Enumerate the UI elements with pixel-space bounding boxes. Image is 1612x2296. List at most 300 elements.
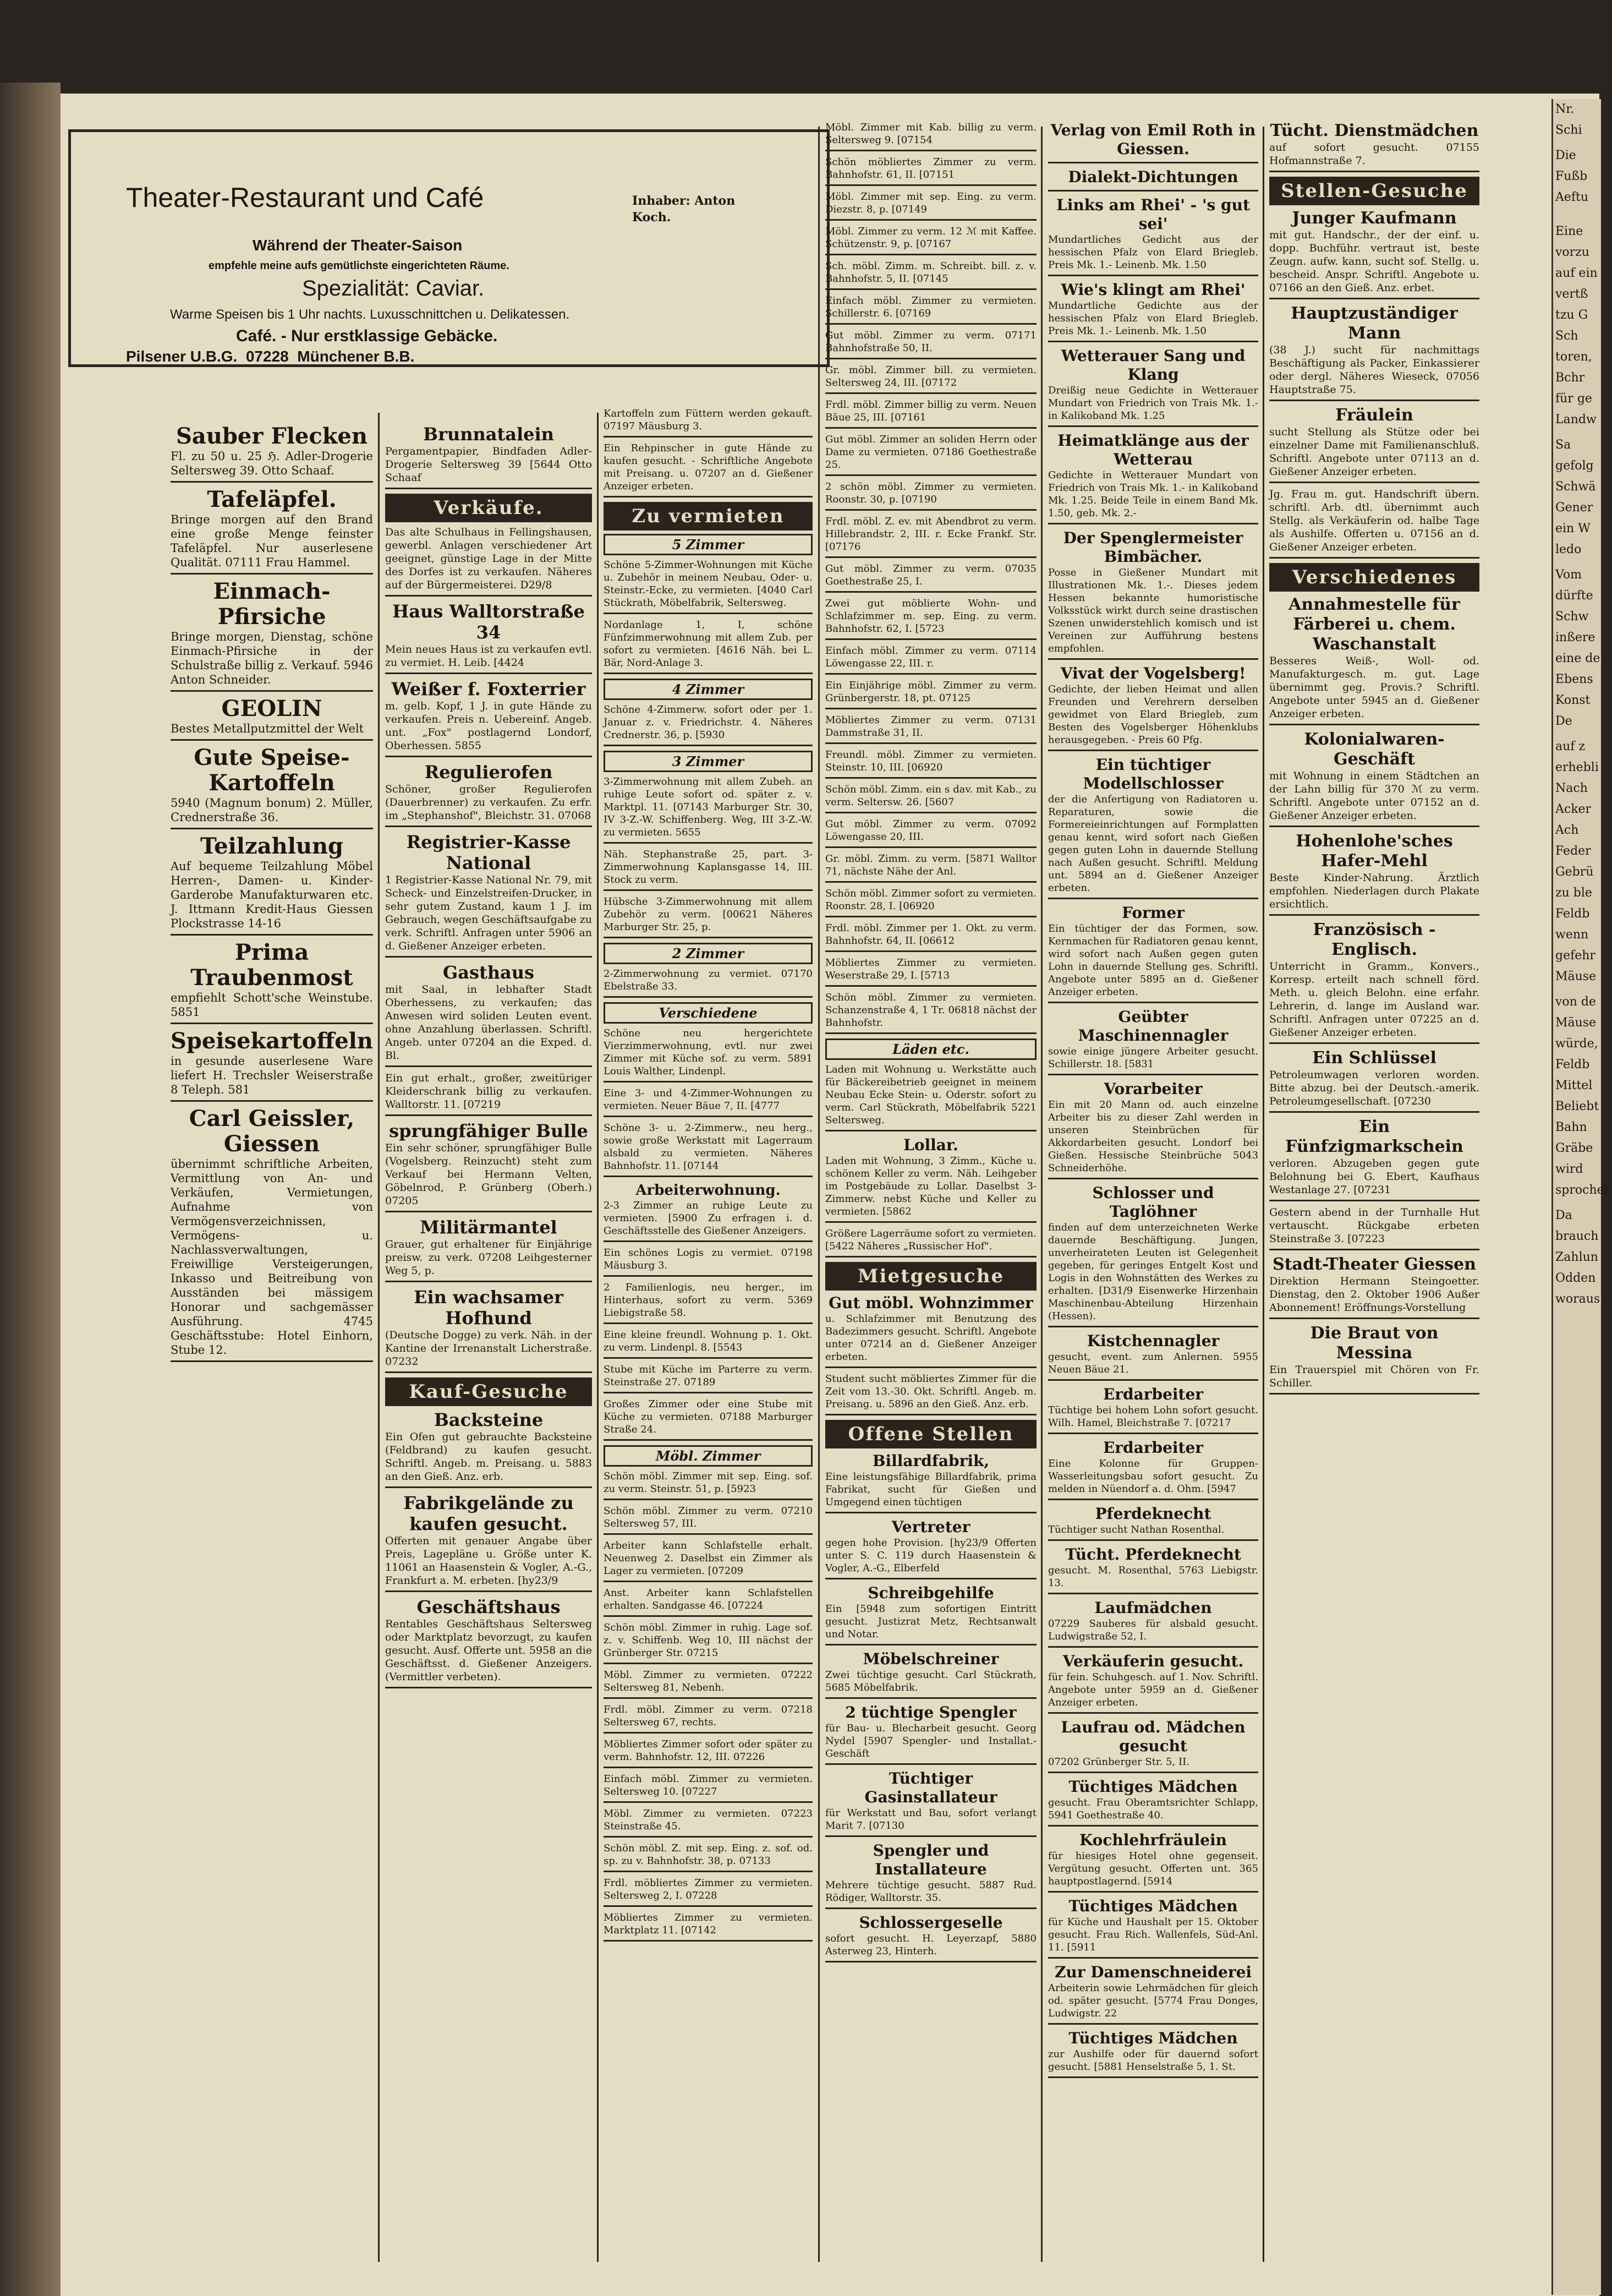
ad-divider xyxy=(1269,1249,1479,1250)
edge-text: vorzu xyxy=(1555,245,1589,259)
ad-divider xyxy=(1048,658,1258,660)
classified-ad xyxy=(604,848,813,891)
classified-ad xyxy=(825,714,1037,744)
classified-ad xyxy=(1048,2029,1258,2078)
classified-ad xyxy=(1269,1255,1479,1319)
section-header: Zu vermieten xyxy=(604,502,813,531)
rule-4 xyxy=(1041,127,1043,2262)
classified-ad xyxy=(1048,1505,1258,1541)
ad-headline: Spengler und Installateure xyxy=(873,1841,989,1878)
edge-text xyxy=(1553,217,1601,221)
ad-text: Fl. zu 50 u. 25 ℌ. Adler-Drogerie Seltersweg 39. Otto Schaaf. xyxy=(171,450,373,477)
ad-divider xyxy=(825,184,1037,186)
ad-headline: Lollar. xyxy=(903,1136,958,1154)
binding-edge xyxy=(0,83,61,2296)
ad-divider xyxy=(604,1767,813,1768)
classified-ad xyxy=(385,1493,592,1592)
classified-ad xyxy=(604,1087,813,1117)
edge-text: Aeftu xyxy=(1555,190,1589,204)
ad-text: Das alte Schulhaus in Fellingshausen, gewerbl. Anlagen verschiedener Art geeignet, günstige Lage in der Mitte des Dorfes ist zu verkaufen. Näheres auf der Bürgermeisterei. D29/8 xyxy=(385,526,592,591)
ad-text: Arbeiterin sowie Lehrmädchen für gleich od. später gesucht. [5774 Frau Donges, Ludwigstr. 22 xyxy=(1048,1982,1258,2019)
classified-ad xyxy=(385,601,592,674)
edge-text: Mäuse xyxy=(1555,970,1597,983)
ad-headline: Haus Walltorstraße 34 xyxy=(392,601,585,643)
classified-ad xyxy=(1048,1778,1258,1827)
ad-divider xyxy=(171,573,373,575)
ad-divider xyxy=(825,742,1037,744)
edge-text: Schwä xyxy=(1555,480,1596,494)
ad-text: Zwei gut möblierte Wohn- und Schlafzimmer m. sep. Eing. zu verm. Bahnhofstr. 62, I. [5723 xyxy=(825,598,1037,635)
ad-text: 3-Zimmerwohnung mit allem Zubeh. an ruhige Leute sofort od. später z. v. Marktpl. 11. [07143 Marburger Str. 30, IV 3-Z.-W. Schiffenberg. Weg, III 3-Z.-W. zu vermieten. 5655 xyxy=(604,776,813,838)
classified-ad xyxy=(1269,920,1479,1044)
classified-ad xyxy=(604,1281,813,1324)
ad-headline: Prima Traubenmost xyxy=(190,939,353,991)
ad-text: (Deutsche Dogge) zu verk. Näh. in der Kantine der Irrenanstalt Licherstraße. 07232 xyxy=(385,1329,592,1368)
ad-headline: Tüchtiges Mädchen xyxy=(1068,2029,1238,2047)
classified-ad xyxy=(1048,1008,1258,1075)
ad-text: Rentables Geschäftshaus Seltersweg oder Marktplatz bevorzugt, zu kaufen gesucht. Ausf. Offerte unt. 5958 an die Geschäftsst. d. Gießener Anzeigers. (Vermittler verbeten). xyxy=(385,1618,592,1683)
edge-text: Bchr xyxy=(1555,371,1585,385)
rule-2 xyxy=(597,413,599,2262)
edge-text: Feldb xyxy=(1555,1058,1590,1072)
edge-text: Gräbe xyxy=(1555,1141,1593,1155)
ad-text: Frdl. möbl. Zimmer billig zu verm. Neuen Bäue 25, III. [07161 xyxy=(825,399,1037,423)
classified-ad xyxy=(385,962,592,1067)
ad-divider xyxy=(385,1590,592,1592)
theater-season: Während der Theater-Saison xyxy=(253,237,463,254)
edge-text: gefehr xyxy=(1555,949,1595,963)
classified-ad xyxy=(1048,1439,1258,1500)
classified-ad xyxy=(604,1247,813,1277)
ad-headline: Einmach-Pfirsiche xyxy=(213,578,331,630)
edge-text: auf ein xyxy=(1555,266,1598,280)
ad-divider xyxy=(1048,162,1258,163)
ad-text: Stube mit Küche im Parterre zu verm. Steinstraße 27. 07189 xyxy=(604,1364,813,1388)
classified-ad xyxy=(825,887,1037,917)
ad-text: Einfach möbl. Zimmer zu verm. 07114 Löwengasse 22, III. r. xyxy=(825,645,1037,669)
classified-ad xyxy=(604,1398,813,1441)
ad-text: Möbliertes Zimmer zu verm. 07131 Dammstraße 31, II. xyxy=(825,714,1037,739)
ad-divider xyxy=(1048,523,1258,524)
ad-text: Schön möbl. Z. mit sep. Eing. z. sof. od. sp. zu v. Bahnhofstr. 38, p. 07133 xyxy=(604,1843,813,1867)
classified-ad xyxy=(825,1703,1037,1765)
ad-text: Ein gut erhalt., großer, zweitüriger Kleiderschrank billig zu verkaufen. Walltorstr. 11. [07219 xyxy=(385,1072,592,1111)
ad-divider xyxy=(1269,914,1479,916)
classified-ad xyxy=(1048,1545,1258,1594)
ad-headline: Schreibgehilfe xyxy=(868,1584,994,1602)
ad-headline: Tücht. Dienstmädchen xyxy=(1270,121,1479,140)
ad-divider xyxy=(171,934,373,936)
classified-ad xyxy=(604,559,813,614)
ad-divider xyxy=(385,756,592,757)
ad-divider xyxy=(825,1130,1037,1131)
edge-text: für ge xyxy=(1555,392,1592,406)
classified-ad xyxy=(1048,1599,1258,1648)
ad-text: Beste Kinder-Nahrung. Ärztlich empfohlen. Niederlagen durch Plakate ersichtlich. xyxy=(1269,872,1479,910)
theater-ad xyxy=(68,129,830,367)
edge-text xyxy=(1553,560,1601,565)
ad-text: Näh. Stephanstraße 25, part. 3-Zimmerwohnung Kaplansgasse 14, III. Stock zu verm. xyxy=(604,849,813,885)
ad-text: Frdl. möbl. Z. ev. mit Abendbrot zu verm. Hillebrandstr. 2, III. r. Ecke Frankf. Str. [07176 xyxy=(825,516,1037,553)
ad-text: 5940 (Magnum bonum) 2. Müller, Crednerstraße 36. xyxy=(171,796,373,824)
ad-headline: Verkäuferin gesucht. xyxy=(1062,1652,1244,1670)
edge-text xyxy=(1553,1323,1601,1327)
classified-ad xyxy=(1048,1332,1258,1381)
ad-headline: Weißer f. Foxterrier xyxy=(391,679,586,699)
ad-divider xyxy=(1048,750,1258,751)
ad-text: Laden mit Wohnung u. Werkstätte auch für Bäckereibetrieb geeignet in meinem Neubau Ecke Stein- u. Oderstr. sofort zu verm. Carl Stückrath, Möbelfabrik 5221 Seltersweg. xyxy=(825,1064,1037,1126)
ad-headline: Regulierofen xyxy=(424,762,553,783)
classified-ad xyxy=(604,775,813,844)
ad-headline: Registrier-Kasse National xyxy=(406,832,571,873)
column-2 xyxy=(385,424,592,2262)
classified-ad xyxy=(171,696,373,741)
ad-divider xyxy=(385,1687,592,1688)
classified-ad xyxy=(1269,1117,1479,1201)
ad-text: Gedichte in Wetterauer Mundart von Friedrich von Trais Mk. 1.- in Kalikoband Mk. 1.25. Beide Teile in einem Band Mk. 1.50, geb. Mk. 2.- xyxy=(1048,469,1258,519)
ad-divider xyxy=(825,1032,1037,1034)
classified-ad xyxy=(825,433,1037,476)
classified-ad xyxy=(604,1122,813,1177)
ad-headline: Fräulein xyxy=(1335,406,1413,425)
ad-text: für fein. Schuhgesch. auf 1. Nov. Schriftl. Angebote unter 5959 an d. Gießener Anzeiger erbeten. xyxy=(1048,1671,1258,1708)
ad-text: Ein tüchtiger der das Formen, sow. Kernmachen für Radiatoren genau kennt, wird sofort nach Außen gegen guten Lohn in dauernde Stellung ges. Schriftl. Angebote unter 5895 an d. Gießener Anzeiger erbeten. xyxy=(1048,923,1258,998)
classified-ad xyxy=(604,1877,813,1907)
classified-ad xyxy=(604,1621,813,1664)
ad-divider xyxy=(1269,298,1479,299)
ad-divider xyxy=(385,956,592,958)
ad-text: Jg. Frau m. gut. Handschrift übern. schriftl. Arb. dtl. übernimmt auch Stellg. als Verkäuferin od. halbe Tage als Aushilfe. Offerten u. 07156 an d. Gießener Anzeiger erbeten. xyxy=(1269,488,1479,553)
ad-headline: Tücht. Pferdeknecht xyxy=(1065,1545,1241,1564)
classified-ad xyxy=(825,1227,1037,1258)
classified-ad xyxy=(604,1738,813,1768)
ad-divider xyxy=(1048,898,1258,899)
section-header: Verkäufe. xyxy=(385,494,592,522)
ad-divider xyxy=(604,1732,813,1734)
ad-text: Zwei tüchtige gesucht. Carl Stückrath, 5685 Möbelfabrik. xyxy=(825,1669,1037,1693)
ad-headline: Erdarbeiter xyxy=(1103,1385,1204,1403)
classified-ad xyxy=(604,1587,813,1617)
classified-ad xyxy=(825,156,1037,186)
ad-text: mit gut. Handschr., der der einf. u. dopp. Buchführ. vertraut ist, beste Zeugn. aufw. kann, sucht sof. Stellg. u. bescheid. Anspr. Schriftl. Angebote u. 07166 an den Gieß. Anz. erbet. xyxy=(1269,229,1479,294)
subsection-header: Verschiedene xyxy=(604,1002,813,1024)
ad-headline: Kochlehrfräulein xyxy=(1079,1831,1227,1849)
ad-divider xyxy=(385,673,592,674)
ad-text: Anst. Arbeiter kann Schlafstellen erhalten. Sandgasse 46. [07224 xyxy=(604,1587,813,1611)
ad-text: gesucht. Frau Oberamtsrichter Schlapp, 5941 Goethestraße 40. xyxy=(1048,1797,1258,1821)
ad-divider xyxy=(825,1763,1037,1765)
classified-ad xyxy=(604,407,813,438)
ad-divider xyxy=(825,673,1037,675)
classified-ad xyxy=(171,424,373,483)
edge-text: Beliebt xyxy=(1555,1100,1599,1113)
subsection-header: Läden etc. xyxy=(825,1038,1037,1060)
ad-headline: Vertreter xyxy=(891,1518,971,1536)
ad-text: Freundl. möbl. Zimmer zu vermieten. Steinstr. 10, III. [06920 xyxy=(825,749,1037,773)
edge-text: Schi xyxy=(1555,123,1582,137)
classified-ad xyxy=(825,991,1037,1034)
classified-ad xyxy=(604,1505,813,1535)
edge-text: brauch xyxy=(1555,1229,1599,1243)
edge-text xyxy=(1553,732,1601,736)
ad-text: 07202 Grünberger Str. 5, II. xyxy=(1048,1756,1189,1768)
subsection-header: 4 Zimmer xyxy=(604,679,813,700)
section-header: Kauf-Gesuche xyxy=(385,1377,592,1406)
ad-headline: Dialekt-Dichtungen xyxy=(1068,168,1238,186)
theater-owner: Inhaber: Anton Koch. xyxy=(632,194,736,225)
classified-ad xyxy=(1269,832,1479,916)
classified-ad xyxy=(385,1217,592,1282)
ad-text: Posse in Gießener Mundart mit Illustrationen Mk. 1.-. Dieses jedem Hessen bekannte humoristische Volksstück wirkt durch seine drastischen Szenen unwiderstehlich komisch und ist Vereinen zur Aufführung bestens empfohlen. xyxy=(1048,567,1258,654)
classified-ad xyxy=(825,922,1037,952)
edge-text: Feldb xyxy=(1555,907,1590,921)
ad-divider xyxy=(1048,1772,1258,1773)
ad-text: Gut möbl. Zimmer zu verm. 07171 Bahnhofstraße 50, II. xyxy=(825,330,1037,354)
ad-divider xyxy=(171,1100,373,1102)
rule-5 xyxy=(1263,127,1264,2262)
ad-text: Ein Einjährige möbl. Zimmer zu verm. Grünbergerstr. 18, pt. 07125 xyxy=(825,680,1037,704)
classified-ad xyxy=(385,679,592,757)
ad-divider xyxy=(1048,190,1258,192)
ad-headline: Tafeläpfel. xyxy=(207,486,337,512)
classified-ad xyxy=(1048,1385,1258,1434)
ad-text: m. gelb. Kopf, 1 J. in gute Hände zu verkaufen. Preis n. Uebereinf. Angeb. unt. „Fox" postlagernd Londorf, Oberhessen. 5855 xyxy=(385,700,592,752)
edge-text: Nach xyxy=(1555,781,1588,795)
ad-divider xyxy=(604,1663,813,1664)
ad-divider xyxy=(825,219,1037,221)
ad-divider xyxy=(604,1240,813,1242)
ad-divider xyxy=(1048,425,1258,427)
ad-divider xyxy=(825,638,1037,640)
ad-divider xyxy=(1269,482,1479,483)
edge-text xyxy=(1553,1314,1601,1319)
classified-ad xyxy=(825,562,1037,593)
classified-ad xyxy=(825,597,1037,640)
ad-headline: Kistchennagler xyxy=(1087,1332,1220,1350)
ad-text: Schön möbl. Zimmer zu vermieten. Schanzenstraße 4, 1 Tr. 06818 nächst der Bahnhofstr. xyxy=(825,992,1037,1029)
edge-text: Mäuse xyxy=(1555,1016,1597,1030)
ad-text: für Bau- u. Blecharbeit gesucht. Georg Nydel [5907 Spengler- und Installat.-Geschäft xyxy=(825,1723,1037,1759)
classified-ad xyxy=(1269,1324,1479,1395)
ad-text: Möbliertes Zimmer zu vermieten. Marktplatz 11. [07142 xyxy=(604,1912,813,1936)
ad-headline: Wie's klingt am Rhei' xyxy=(1061,281,1246,299)
ad-text: 1 Registrier-Kasse National Nr. 79, mit Scheck- und Einzelstreifen-Drucker, in sehr gutem Zustand, kaum 1 J. im Gebrauch, wegen Geschäftsaufgabe zu verk. Schriftl. Anfragen unter 5906 an d. Gießener Anzeiger erbeten. xyxy=(385,874,592,952)
classified-ad xyxy=(825,225,1037,255)
edge-text: würde, xyxy=(1555,1037,1598,1051)
ad-text: Gut möbl. Zimmer zu verm. 07035 Goethestraße 25, I. xyxy=(825,563,1037,587)
ad-headline: Gut möbl. Wohnzimmer xyxy=(829,1294,1033,1312)
ad-text: mit Wohnung in einem Städtchen an der Lahn billig für 370 ℳ zu verm. Schriftl. Angebote unter 07152 an d. Gießener Anzeiger erbeten. xyxy=(1269,770,1479,822)
ad-divider xyxy=(604,1615,813,1617)
classified-ad xyxy=(1269,304,1479,401)
classified-ad xyxy=(385,1287,592,1373)
classified-ad xyxy=(825,1518,1037,1579)
classified-ad xyxy=(1269,488,1479,559)
classified-ad xyxy=(1048,904,1258,1003)
classified-ad xyxy=(825,852,1037,883)
edge-text: Konst xyxy=(1555,693,1591,707)
edge-text: gefolg xyxy=(1555,459,1594,473)
ad-headline: Wetterauer Sang und Klang xyxy=(1061,347,1246,384)
ad-headline: Erdarbeiter xyxy=(1103,1439,1204,1457)
ad-headline: 2 tüchtige Spengler xyxy=(845,1703,1017,1721)
ad-text: 2 schön möbl. Zimmer zu vermieten. Roonstr. 30, p. [07190 xyxy=(825,481,1037,505)
ad-divider xyxy=(825,846,1037,848)
ad-divider xyxy=(825,1366,1037,1368)
classified-ad xyxy=(604,1842,813,1872)
section-header: Mietgesuche xyxy=(825,1262,1037,1291)
edge-text: toren, xyxy=(1555,350,1592,364)
ad-text: Tüchtiger sucht Nathan Rosenthal. xyxy=(1048,1524,1225,1535)
classified-ad xyxy=(825,1136,1037,1223)
classified-ad xyxy=(385,1409,592,1488)
ad-divider xyxy=(825,916,1037,917)
ad-headline: Der Spenglermeister Bimbächer. xyxy=(1063,529,1243,566)
ad-headline: Heimatklänge aus der Wetterau xyxy=(1057,431,1249,468)
ad-text: Gr. möbl. Zimm. zu verm. [5871 Walltor 71, nächste Nähe der Anl. xyxy=(825,853,1037,877)
section-header: Offene Stellen xyxy=(825,1420,1037,1448)
edge-text xyxy=(1553,208,1601,212)
column-1 xyxy=(171,424,373,2262)
classified-ad xyxy=(825,956,1037,987)
column-6 xyxy=(1269,121,1479,2262)
ad-divider xyxy=(825,427,1037,429)
section-header: Verschiedenes xyxy=(1269,563,1479,592)
edge-text: Bahn xyxy=(1555,1120,1587,1134)
edge-text: Die xyxy=(1555,149,1576,162)
ad-headline: Ein wachsamer Hofhund xyxy=(414,1287,563,1329)
edge-text xyxy=(1553,1310,1601,1314)
ad-divider xyxy=(1048,275,1258,276)
theater-warm: Warme Speisen bis 1 Uhr nachts. Luxusschnittchen u. Delikatessen. xyxy=(170,307,570,322)
edge-text: Zahlun xyxy=(1555,1250,1598,1264)
ad-divider xyxy=(825,323,1037,325)
classified-ad xyxy=(604,967,813,998)
classified-ad xyxy=(1048,431,1258,524)
ad-headline: sprungfähiger Bulle xyxy=(389,1120,588,1141)
ad-divider xyxy=(825,150,1037,151)
ad-divider xyxy=(171,828,373,829)
ad-divider xyxy=(825,708,1037,709)
edge-text: auf z xyxy=(1555,740,1586,753)
ad-text: Mundartliches Gedicht aus der hessischen Pfalz von Elard Briegleb. Preis Mk. 1.- Leinenb. Mk. 1.50 xyxy=(1048,234,1258,271)
ad-text: Besseres Weiß-, Woll- od. Manufakturgesch. m. gut. Lage übernimmt geg. Provis.? Schriftl. Angebote unter 5945 an d. Gießener Anzeiger erbeten. xyxy=(1269,655,1479,720)
ad-divider xyxy=(604,1392,813,1393)
classified-ad xyxy=(385,1597,592,1688)
edge-text: Nr. xyxy=(1555,102,1575,116)
classified-ad xyxy=(825,480,1037,511)
ad-headline: Schlosser und Taglöhner xyxy=(1092,1184,1214,1221)
ad-text: Arbeiter kann Schlafstelle erhalt. Neuenweg 2. Daselbst ein Zimmer als Lager zu vermieten. [07209 xyxy=(604,1540,813,1577)
theater-title: Theater-Restaurant und Café xyxy=(126,182,484,213)
edge-text: Odden xyxy=(1555,1271,1596,1285)
ad-text: Gedichte, der lieben Heimat und allen Freunden und Verehrern derselben gewidmet von Elard Briegleb, zum Besten des Vogelsberger Höhenklubs herausgegeben. - Preis 60 Pfg. xyxy=(1048,684,1258,746)
classified-ad xyxy=(604,1773,813,1803)
ad-headline: Hohenlohe'sches Hafer-Mehl xyxy=(1296,832,1453,871)
ad-divider xyxy=(1269,1200,1479,1201)
classified-ad xyxy=(604,1703,813,1734)
ad-divider xyxy=(825,1221,1037,1223)
ad-divider xyxy=(604,436,813,438)
edge-text: Sa xyxy=(1555,438,1571,452)
classified-ad xyxy=(171,1106,373,1362)
ad-text: Auf bequeme Teilzahlung Möbel Herren-, Damen- u. Kinder-Garderobe Manufakturwaren etc. J. Ittmann Kredit-Haus Giessen Plockstrasse 14-16 xyxy=(171,860,373,930)
classified-ad xyxy=(825,644,1037,675)
ad-divider xyxy=(1048,1499,1258,1500)
ad-text: Grauer, gut erhaltener für Einjährige preisw. zu verk. 07208 Leihgesterner Weg 5, p. xyxy=(385,1238,592,1277)
edge-text: wird xyxy=(1555,1162,1583,1176)
classified-ad xyxy=(1269,121,1479,172)
ad-divider xyxy=(825,812,1037,813)
edge-text xyxy=(1553,141,1601,145)
ad-text: Ein Trauerspiel mit Chören von Fr. Schiller. xyxy=(1269,1364,1479,1389)
ad-divider xyxy=(825,1961,1037,1962)
ad-text: Einfach möbl. Zimmer zu vermieten. Seltersweg 10. [07227 xyxy=(604,1773,813,1797)
ad-divider xyxy=(385,1281,592,1282)
ad-text: gegen hohe Provision. [hy23/9 Offerten unter S. C. 119 durch Haasenstein & Vogler, A.-G., Elberfeld xyxy=(825,1537,1037,1574)
ad-divider xyxy=(825,1414,1037,1415)
ad-divider xyxy=(604,1533,813,1535)
edge-text: Landw xyxy=(1555,413,1597,427)
classified-ad xyxy=(604,1027,813,1083)
ad-divider xyxy=(604,1275,813,1277)
ad-divider xyxy=(1048,1957,1258,1959)
classified-ad xyxy=(825,1584,1037,1646)
ad-divider xyxy=(604,1357,813,1359)
ad-divider xyxy=(385,1114,592,1116)
ad-headline: Arbeiterwohnung. xyxy=(635,1182,781,1199)
ad-headline: Tüchtiges Mädchen xyxy=(1068,1897,1238,1915)
edge-text: wenn xyxy=(1555,928,1589,942)
ad-divider xyxy=(604,937,813,938)
ad-text: Student sucht möbliertes Zimmer für die Zeit vom 13.-30. Okt. Schriftl. Angeb. m. Preisang. u. 5896 an den Gieß. Anz. erb. xyxy=(825,1373,1037,1410)
classified-ad xyxy=(1048,756,1258,899)
ad-text: auf sofort gesucht. 07155 Hofmannstraße 7. xyxy=(1269,141,1479,167)
ad-text: Schön möbl. Zimmer in ruhig. Lage sof. z. v. Schiffenb. Weg 10, III nächst der Grünberger Str. 07215 xyxy=(604,1622,813,1659)
ad-text: Ein [5948 zum sofortigen Eintritt gesucht. Justizrat Metz, Rechtsanwalt und Notar. xyxy=(825,1603,1037,1640)
classified-ad xyxy=(1048,347,1258,427)
classified-ad xyxy=(604,1911,813,1942)
classified-ad xyxy=(825,1914,1037,1962)
ad-headline: Laufmädchen xyxy=(1094,1599,1212,1617)
edge-text: Mittel xyxy=(1555,1079,1593,1092)
ad-text: Schön möbl. Zimmer sofort zu vermieten. Roonstr. 28, I. [06920 xyxy=(825,888,1037,912)
edge-text: Gener xyxy=(1555,501,1593,515)
classified-ad xyxy=(1048,1080,1258,1179)
ad-divider xyxy=(171,690,373,692)
edge-text: Sch xyxy=(1555,329,1578,343)
ad-text: verloren. Abzugeben gegen gute Belohnung bei G. Ebert, Kaufhaus Westanlage 27. [07231 xyxy=(1269,1157,1479,1196)
ad-headline: Französisch - Englisch. xyxy=(1313,920,1436,959)
classified-ad xyxy=(1048,168,1258,192)
ad-divider xyxy=(171,739,373,741)
ad-headline: Junger Kaufmann xyxy=(1292,209,1457,228)
ad-text: Bestes Metallputzmittel der Welt xyxy=(171,722,364,735)
classified-ad xyxy=(604,1470,813,1500)
classified-ad xyxy=(1269,730,1479,827)
edge-text: ein W xyxy=(1555,522,1591,535)
classified-ad xyxy=(825,818,1037,848)
ad-divider xyxy=(825,474,1037,476)
ad-divider xyxy=(604,842,813,844)
ad-headline: Backsteine xyxy=(434,1409,544,1430)
ad-text: Mein neues Haus ist zu verkaufen evtl. zu vermiet. H. Leib. [4424 xyxy=(385,643,592,669)
ad-text: Ein sehr schöner, sprungfähiger Bulle (Vogelsberg. Reinzucht) steht zum Verkauf bei Hermann Velten, Göbelnrod, P. Grünberg (Oberh.) 07205 xyxy=(385,1142,592,1207)
ad-divider xyxy=(604,1905,813,1907)
edge-text: Vom xyxy=(1555,568,1582,582)
ad-divider xyxy=(171,1023,373,1024)
classified-ad xyxy=(825,1294,1037,1368)
